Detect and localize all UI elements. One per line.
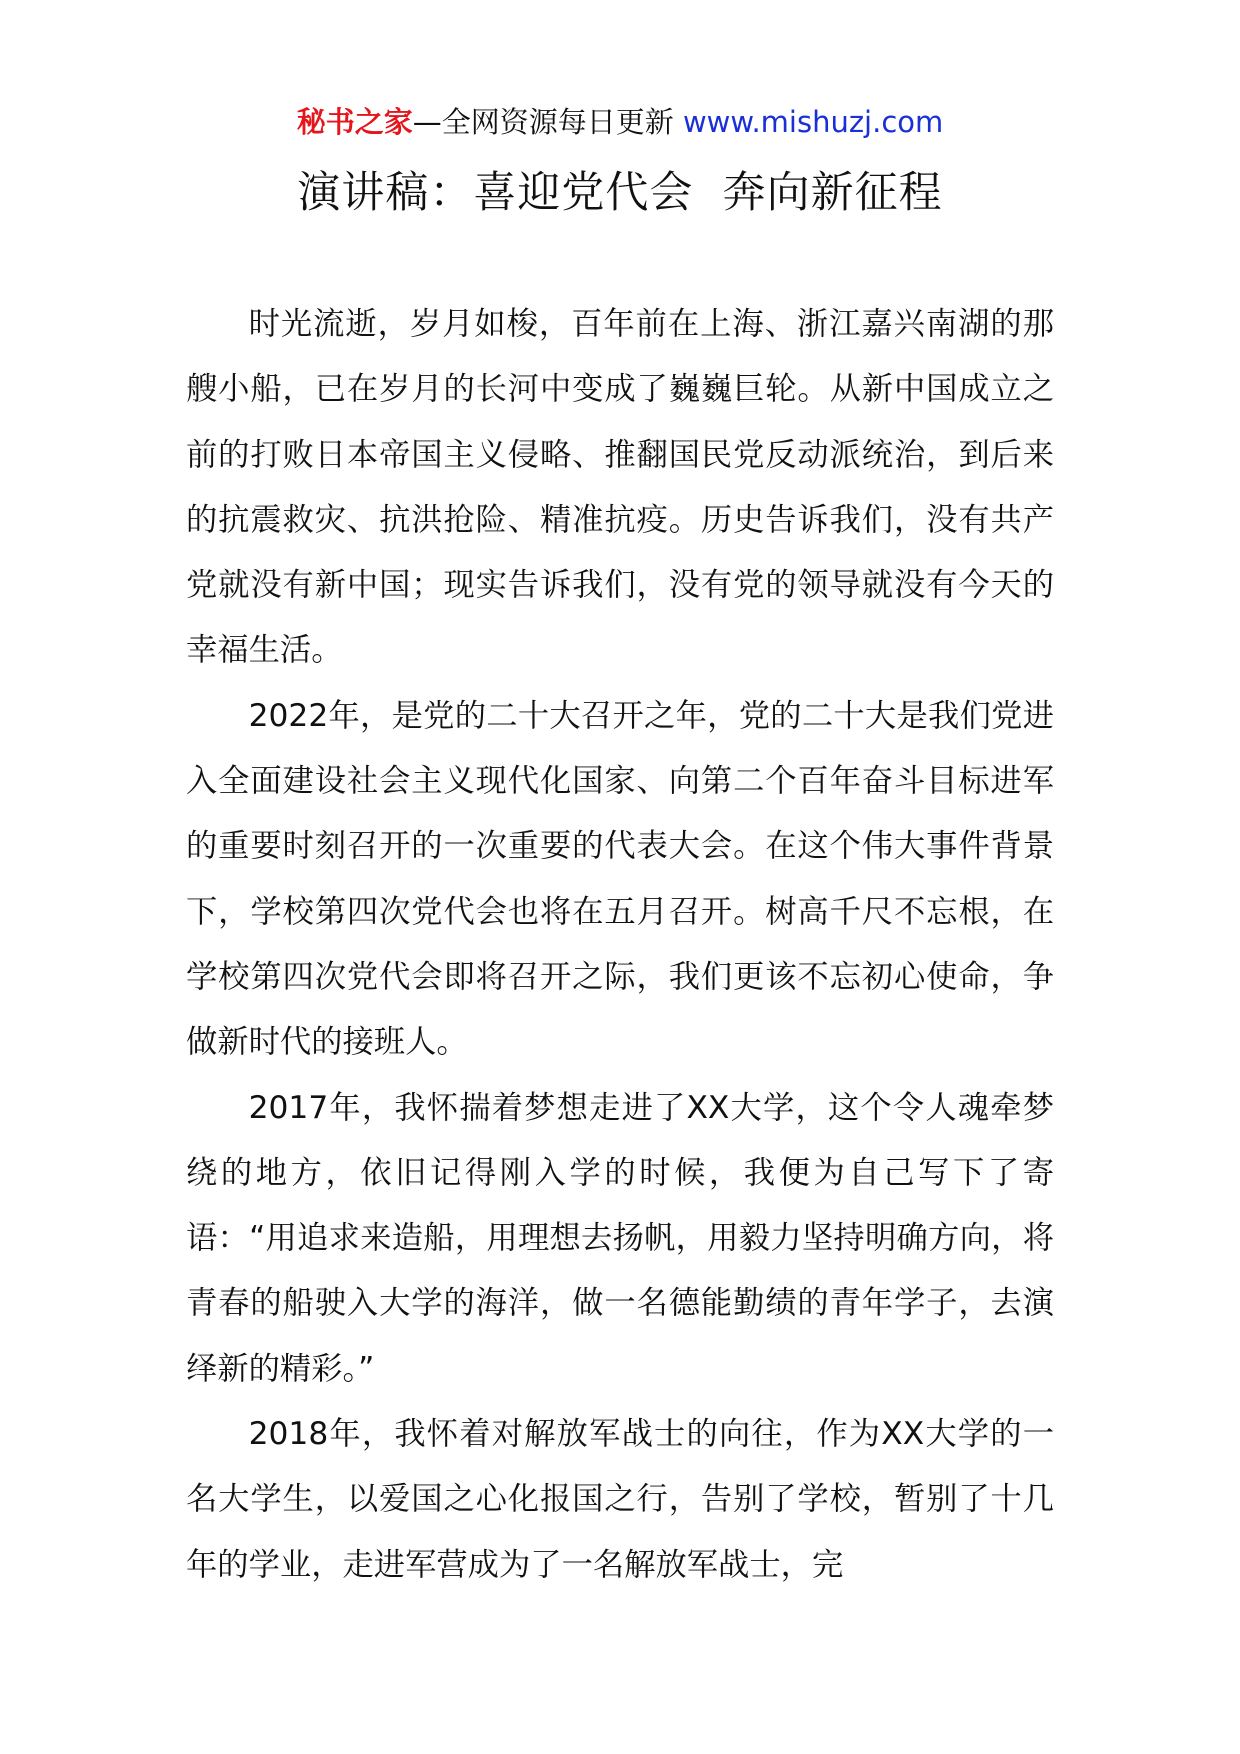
site-brand: 秘书之家 xyxy=(296,105,413,139)
document-title: 演讲稿：喜迎党代会 奔向新征程 xyxy=(297,168,943,218)
site-header xyxy=(0,102,1240,142)
paragraph: 2018年，我怀着对解放军战士的向往，作为XX大学的一名大学生，以爱国之心化报国之行，告别了学校，暂别了十几年的学业，走进军营成为了一名解放军战士，完 xyxy=(186,1416,1054,1583)
document-body xyxy=(186,292,1054,1598)
site-tagline: —全网资源每日更新 xyxy=(412,105,683,139)
site-url-link[interactable]: www.mishuzj.com xyxy=(682,105,944,139)
paragraph: 2017年，我怀揣着梦想走进了XX大学，这个令人魂牵梦绕的地方，依旧记得刚入学的时候，我便为自己写下了寄语：“用追求来造船，用理想去扬帆，用毅力坚持明确方向，将青春的船驶入大学的海洋，做一名德能勤绩的青年学子，去演绎新的精彩。” xyxy=(186,1089,1054,1387)
paragraph: 2022年，是党的二十大召开之年，党的二十大是我们党进入全面建设社会主义现代化国家、向第二个百年奋斗目标进军的重要时刻召开的一次重要的代表大会。在这个伟大事件背景下，学校第四次党代会也将在五月召开。树高千尺不忘根，在学校第四次党代会即将召开之际，我们更该不忘初心使命，争做新时代的接班人。 xyxy=(186,697,1054,1061)
paragraph: 时光流逝，岁月如梭，百年前在上海、浙江嘉兴南湖的那艘小船，已在岁月的长河中变成了巍巍巨轮。从新中国成立之前的打败日本帝国主义侵略、推翻国民党反动派统治，到后来的抗震救灾、抗洪抢险、精准抗疫。历史告诉我们，没有共产党就没有新中国；现实告诉我们，没有党的领导就没有今天的幸福生活。 xyxy=(186,306,1054,669)
